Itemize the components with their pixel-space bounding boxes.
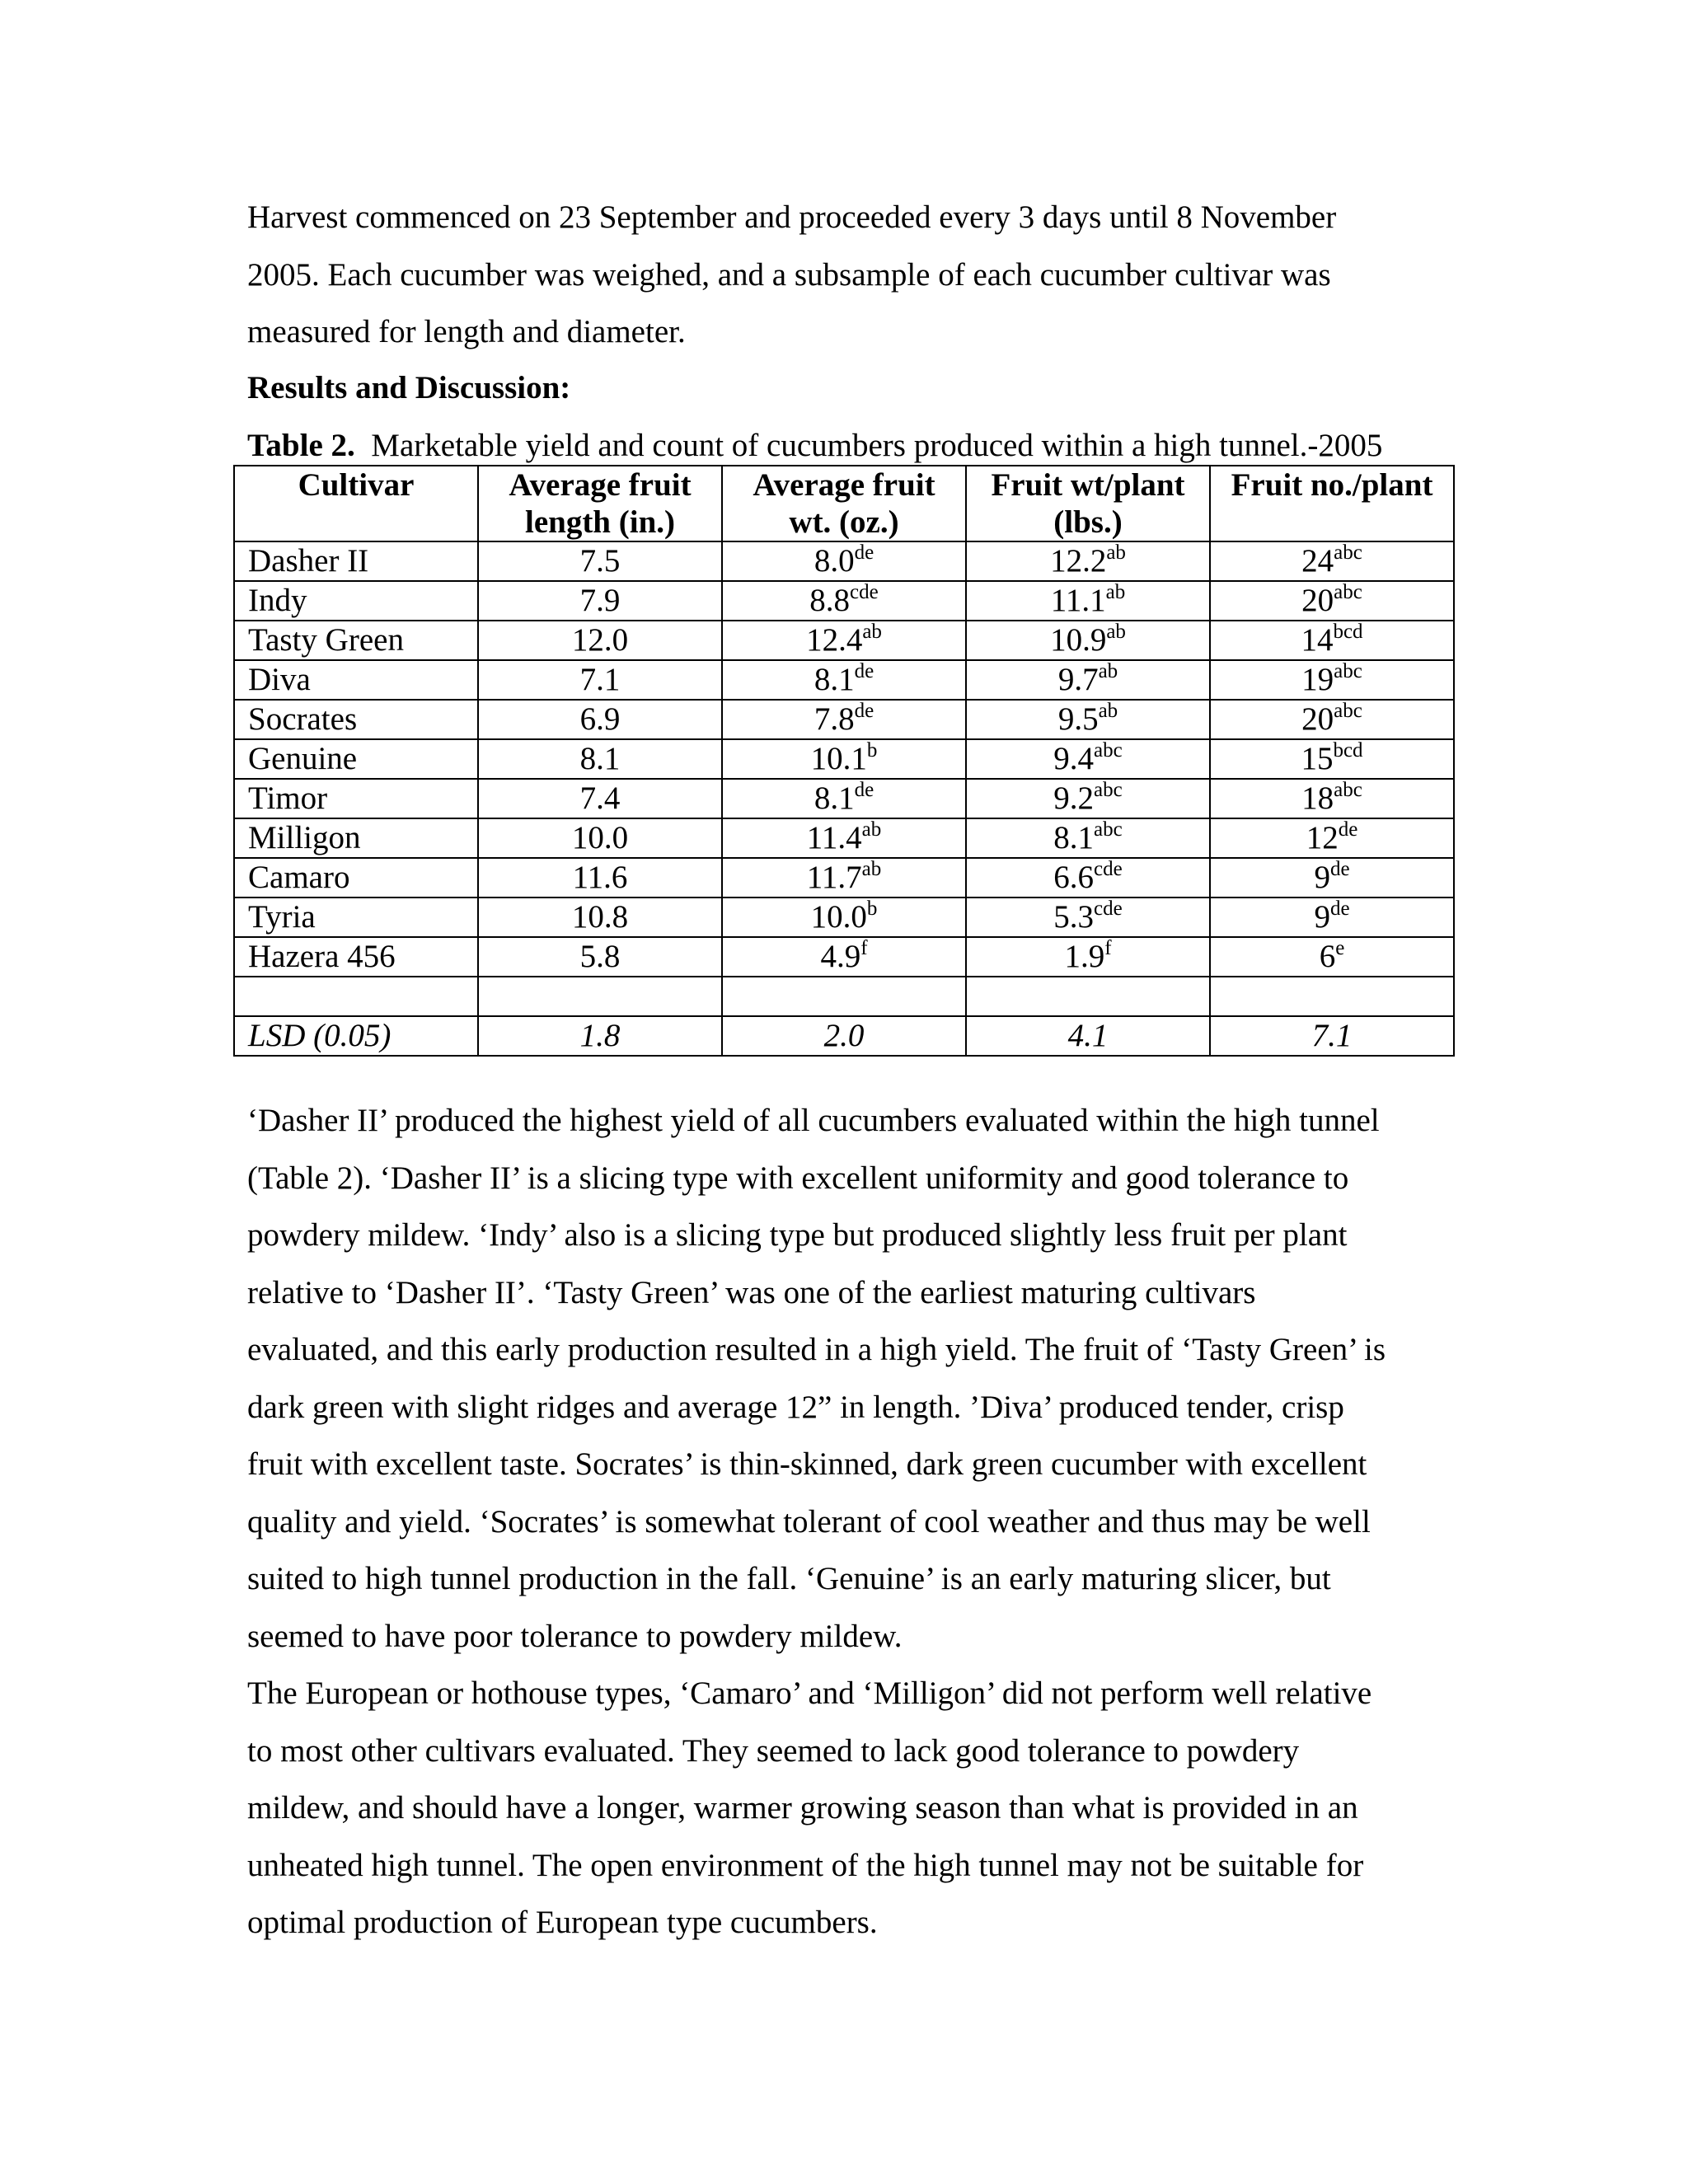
cell-number-per-plant-significance: de — [1338, 818, 1358, 841]
cell-number-per-plant-significance: abc — [1334, 700, 1362, 722]
text-line: ‘Dasher II’ produced the highest yield of all cucumbers evaluated within the high tunnel — [247, 1103, 1380, 1138]
cell-fruit-length — [478, 660, 722, 700]
header-cultivar: Cultivar — [234, 466, 478, 541]
cell-cultivar-value: Indy — [248, 583, 307, 618]
cell-fruit-weight-significance: de — [854, 700, 874, 722]
cell-weight-per-plant-significance: ab — [1105, 581, 1126, 603]
cell-cultivar — [234, 621, 478, 660]
discussion-paragraph-1 — [247, 1092, 1442, 1665]
cell-fruit-weight-significance: ab — [862, 621, 882, 643]
table-row — [234, 858, 1454, 898]
table-spacer-row — [234, 977, 1454, 1016]
cell-fruit-weight-significance: de — [854, 660, 874, 682]
cell-fruit-length-value: 11.6 — [572, 860, 628, 895]
table-caption-text: Marketable yield and count of cucumbers produced within a high tunnel.-2005 — [371, 428, 1383, 463]
cell-number-per-plant-significance: bcd — [1333, 621, 1363, 643]
empty-cell — [478, 977, 722, 1016]
cell-fruit-length-value: 8.1 — [579, 741, 621, 776]
cell-fruit-length — [478, 898, 722, 937]
cell-cultivar-value: Hazera 456 — [248, 939, 396, 974]
cell-fruit-weight — [722, 581, 966, 621]
cell-fruit-weight — [722, 660, 966, 700]
text-line: 2005. Each cucumber was weighed, and a subsample of each cucumber cultivar was — [247, 256, 1331, 293]
text-line: mildew, and should have a longer, warmer growing season than what is provided in an — [247, 1790, 1358, 1825]
cell-weight-per-plant-significance: ab — [1106, 621, 1126, 643]
cell-fruit-length-value: 7.5 — [579, 543, 621, 579]
cell-cultivar-value: Tyria — [248, 899, 316, 935]
cell-cultivar — [234, 898, 478, 937]
cell-fruit-weight — [722, 779, 966, 818]
table-row — [234, 739, 1454, 779]
cell-weight-per-plant-value: 9.4 — [1053, 741, 1095, 776]
cell-fruit-weight-value: 12.4 — [806, 622, 863, 658]
cell-number-per-plant-significance: de — [1329, 898, 1350, 920]
table-row — [234, 660, 1454, 700]
cell-weight-per-plant — [966, 779, 1210, 818]
cell-fruit-weight-significance: de — [854, 779, 874, 801]
header-weight-per-plant: Fruit wt/plant (lbs.) — [966, 466, 1210, 541]
text-line: measured for length and diameter. — [247, 314, 686, 349]
cell-number-per-plant-value: 14 — [1301, 622, 1334, 658]
cell-fruit-weight — [722, 898, 966, 937]
cell-weight-per-plant — [966, 818, 1210, 858]
cell-fruit-length — [478, 739, 722, 779]
yield-table — [233, 465, 1455, 1057]
cell-fruit-length — [478, 700, 722, 739]
discussion-paragraph-2 — [247, 1665, 1442, 1952]
cell-weight-per-plant-value: 5.3 — [1053, 899, 1095, 935]
table-row — [234, 581, 1454, 621]
cell-number-per-plant — [1210, 818, 1454, 858]
lsd-number-per-plant — [1210, 1016, 1454, 1056]
cell-weight-per-plant-value: 1.9 — [1064, 939, 1105, 974]
cell-number-per-plant-value: 20 — [1301, 583, 1334, 618]
cell-weight-per-plant-significance: abc — [1094, 779, 1123, 801]
cell-cultivar — [234, 858, 478, 898]
section-heading: Results and Discussion: — [247, 370, 571, 405]
lsd-fruit-length-value: 1.8 — [579, 1018, 621, 1053]
cell-weight-per-plant-value: 8.1 — [1053, 820, 1095, 855]
cell-fruit-length-value: 7.9 — [579, 583, 621, 618]
text-line: (Table 2). ‘Dasher II’ is a slicing type with excellent uniformity and good tolerance to — [247, 1160, 1349, 1196]
cell-weight-per-plant-value: 9.2 — [1053, 780, 1095, 816]
cell-cultivar — [234, 581, 478, 621]
cell-number-per-plant-value: 12 — [1306, 820, 1339, 855]
cell-fruit-length — [478, 779, 722, 818]
cell-number-per-plant-value: 24 — [1301, 543, 1334, 579]
cell-weight-per-plant — [966, 660, 1210, 700]
cell-cultivar-value: Diva — [248, 662, 311, 697]
cell-fruit-weight — [722, 739, 966, 779]
cell-weight-per-plant-significance: cde — [1094, 898, 1123, 920]
cell-cultivar-value: Dasher II — [248, 543, 369, 579]
cell-fruit-weight-value: 4.9 — [820, 939, 861, 974]
cell-weight-per-plant — [966, 700, 1210, 739]
cell-cultivar-value: Tasty Green — [248, 622, 404, 658]
cell-fruit-length-value: 7.4 — [579, 780, 621, 816]
cell-fruit-weight-value: 8.1 — [814, 780, 855, 816]
cell-fruit-weight-significance: ab — [861, 818, 882, 841]
cell-fruit-length-value: 5.8 — [579, 939, 621, 974]
cell-weight-per-plant-significance: ab — [1098, 700, 1118, 722]
cell-weight-per-plant — [966, 621, 1210, 660]
cell-number-per-plant — [1210, 898, 1454, 937]
empty-cell — [1210, 977, 1454, 1016]
cell-weight-per-plant-value: 9.5 — [1057, 701, 1099, 737]
cell-weight-per-plant-value: 12.2 — [1050, 543, 1107, 579]
cell-cultivar-value: Genuine — [248, 741, 358, 776]
cell-weight-per-plant — [966, 541, 1210, 581]
cell-fruit-length-value: 10.8 — [571, 899, 629, 935]
cell-fruit-weight-significance: cde — [850, 581, 879, 603]
text-line: The European or hothouse types, ‘Camaro’ and ‘Milligon’ did not perform well relative — [247, 1675, 1372, 1711]
table-row — [234, 898, 1454, 937]
text-line: suited to high tunnel production in the fall. ‘Genuine’ is an early maturing slicer, but — [247, 1561, 1331, 1596]
cell-fruit-weight — [722, 937, 966, 977]
cell-fruit-weight-value: 10.0 — [810, 899, 867, 935]
text-line: dark green with slight ridges and average 12” in length. ’Diva’ produced tender, crisp — [247, 1389, 1344, 1425]
cell-fruit-weight-significance: b — [866, 898, 878, 920]
text-line: Harvest commenced on 23 September and proceeded every 3 days until 8 November — [247, 199, 1337, 235]
cell-fruit-weight-significance: b — [866, 739, 878, 762]
cell-number-per-plant-value: 15 — [1301, 741, 1334, 776]
text-line: relative to ‘Dasher II’. ‘Tasty Green’ was one of the earliest maturing cultivars — [247, 1274, 1256, 1310]
cell-fruit-length — [478, 541, 722, 581]
lsd-number-per-plant-value: 7.1 — [1311, 1018, 1353, 1053]
cell-number-per-plant-significance: de — [1329, 858, 1350, 880]
cell-fruit-weight-significance: ab — [861, 858, 882, 880]
cell-cultivar-value: Timor — [248, 780, 328, 816]
cell-number-per-plant — [1210, 858, 1454, 898]
lsd-label-value: LSD (0.05) — [248, 1018, 392, 1053]
table-body — [234, 541, 1454, 1056]
cell-cultivar-value: Socrates — [248, 701, 358, 737]
cell-number-per-plant — [1210, 621, 1454, 660]
cell-cultivar — [234, 779, 478, 818]
cell-weight-per-plant-significance: f — [1104, 937, 1112, 959]
cell-fruit-length-value: 12.0 — [571, 622, 629, 658]
table-header-row — [234, 466, 1454, 541]
cell-cultivar — [234, 818, 478, 858]
cell-fruit-length — [478, 858, 722, 898]
cell-number-per-plant-value: 6 — [1319, 939, 1336, 974]
cell-fruit-weight-value: 10.1 — [810, 741, 867, 776]
cell-fruit-weight-significance: de — [854, 541, 874, 564]
cell-weight-per-plant-significance: abc — [1094, 739, 1123, 762]
cell-cultivar — [234, 660, 478, 700]
cell-fruit-weight-value: 8.1 — [814, 662, 855, 697]
cell-cultivar-value: Camaro — [248, 860, 350, 895]
cell-number-per-plant-significance: abc — [1334, 660, 1362, 682]
cell-fruit-length — [478, 937, 722, 977]
cell-cultivar — [234, 739, 478, 779]
cell-weight-per-plant — [966, 937, 1210, 977]
header-number-per-plant: Fruit no./plant — [1210, 466, 1454, 541]
lsd-fruit-weight-value: 2.0 — [823, 1018, 865, 1053]
lsd-fruit-length — [478, 1016, 722, 1056]
cell-fruit-weight — [722, 700, 966, 739]
header-fruit-weight: Average fruit wt. (oz.) — [722, 466, 966, 541]
text-line: fruit with excellent taste. Socrates’ is thin-skinned, dark green cucumber with excellent — [247, 1446, 1367, 1482]
cell-number-per-plant — [1210, 739, 1454, 779]
cell-fruit-weight — [722, 541, 966, 581]
cell-weight-per-plant-value: 10.9 — [1050, 622, 1107, 658]
cell-weight-per-plant — [966, 858, 1210, 898]
cell-weight-per-plant — [966, 739, 1210, 779]
cell-cultivar — [234, 937, 478, 977]
cell-fruit-length-value: 10.0 — [571, 820, 629, 855]
lsd-weight-per-plant — [966, 1016, 1210, 1056]
table-row — [234, 937, 1454, 977]
intro-paragraph — [247, 189, 1442, 361]
cell-weight-per-plant-significance: ab — [1098, 660, 1118, 682]
lsd-fruit-weight — [722, 1016, 966, 1056]
cell-number-per-plant-significance: bcd — [1333, 739, 1363, 762]
cell-number-per-plant — [1210, 700, 1454, 739]
cell-fruit-weight-value: 8.8 — [809, 583, 851, 618]
empty-cell — [966, 977, 1210, 1016]
cell-number-per-plant — [1210, 779, 1454, 818]
cell-weight-per-plant — [966, 898, 1210, 937]
cell-number-per-plant-value: 9 — [1314, 860, 1330, 895]
cell-number-per-plant-value: 9 — [1314, 899, 1330, 935]
cell-number-per-plant-significance: abc — [1334, 581, 1362, 603]
cell-fruit-length — [478, 818, 722, 858]
table-caption-label: Table 2. — [247, 428, 355, 463]
cell-weight-per-plant-value: 9.7 — [1057, 662, 1099, 697]
table-lsd-row — [234, 1016, 1454, 1056]
text-line: optimal production of European type cucumbers. — [247, 1905, 878, 1940]
cell-fruit-weight-significance: f — [860, 937, 868, 959]
cell-fruit-weight-value: 11.4 — [806, 820, 862, 855]
text-line: seemed to have poor tolerance to powdery mildew. — [247, 1618, 903, 1654]
lsd-label — [234, 1016, 478, 1056]
cell-number-per-plant-significance: e — [1335, 937, 1345, 959]
cell-fruit-weight-value: 7.8 — [814, 701, 855, 737]
cell-fruit-length — [478, 581, 722, 621]
cell-number-per-plant-significance: abc — [1334, 779, 1362, 801]
cell-fruit-weight — [722, 621, 966, 660]
cell-number-per-plant-value: 20 — [1301, 701, 1334, 737]
cell-number-per-plant-value: 19 — [1301, 662, 1334, 697]
empty-cell — [234, 977, 478, 1016]
cell-weight-per-plant-value: 11.1 — [1050, 583, 1106, 618]
table-row — [234, 621, 1454, 660]
cell-fruit-weight-value: 8.0 — [814, 543, 855, 579]
cell-cultivar — [234, 541, 478, 581]
cell-cultivar-value: Milligon — [248, 820, 361, 855]
cell-fruit-weight — [722, 858, 966, 898]
cell-number-per-plant — [1210, 581, 1454, 621]
cell-number-per-plant — [1210, 541, 1454, 581]
cell-fruit-length-value: 7.1 — [579, 662, 621, 697]
cell-weight-per-plant-significance: abc — [1094, 818, 1123, 841]
cell-weight-per-plant-significance: ab — [1106, 541, 1126, 564]
lsd-weight-per-plant-value: 4.1 — [1067, 1018, 1109, 1053]
cell-number-per-plant-value: 18 — [1301, 780, 1334, 816]
table-row — [234, 779, 1454, 818]
cell-weight-per-plant — [966, 581, 1210, 621]
text-line: to most other cultivars evaluated. They seemed to lack good tolerance to powdery — [247, 1732, 1300, 1769]
cell-number-per-plant — [1210, 937, 1454, 977]
cell-fruit-length — [478, 621, 722, 660]
cell-number-per-plant — [1210, 660, 1454, 700]
cell-fruit-weight — [722, 818, 966, 858]
empty-cell — [722, 977, 966, 1016]
text-line: quality and yield. ‘Socrates’ is somewhat tolerant of cool weather and thus may be well — [247, 1503, 1371, 1540]
table-caption — [247, 426, 1382, 466]
cell-weight-per-plant-value: 6.6 — [1053, 860, 1095, 895]
cell-fruit-weight-value: 11.7 — [806, 860, 862, 895]
header-fruit-length: Average fruit length (in.) — [478, 466, 722, 541]
text-line: unheated high tunnel. The open environment of the high tunnel may not be suitable for — [247, 1847, 1364, 1883]
table-row — [234, 541, 1454, 581]
text-line: powdery mildew. ‘Indy’ also is a slicing type but produced slightly less fruit per plant — [247, 1217, 1348, 1253]
cell-fruit-length-value: 6.9 — [579, 701, 621, 737]
table-row — [234, 818, 1454, 858]
text-line: evaluated, and this early production resulted in a high yield. The fruit of ‘Tasty Green’ is — [247, 1332, 1386, 1367]
table-row — [234, 700, 1454, 739]
cell-number-per-plant-significance: abc — [1334, 541, 1362, 564]
cell-weight-per-plant-significance: cde — [1094, 858, 1123, 880]
cell-cultivar — [234, 700, 478, 739]
